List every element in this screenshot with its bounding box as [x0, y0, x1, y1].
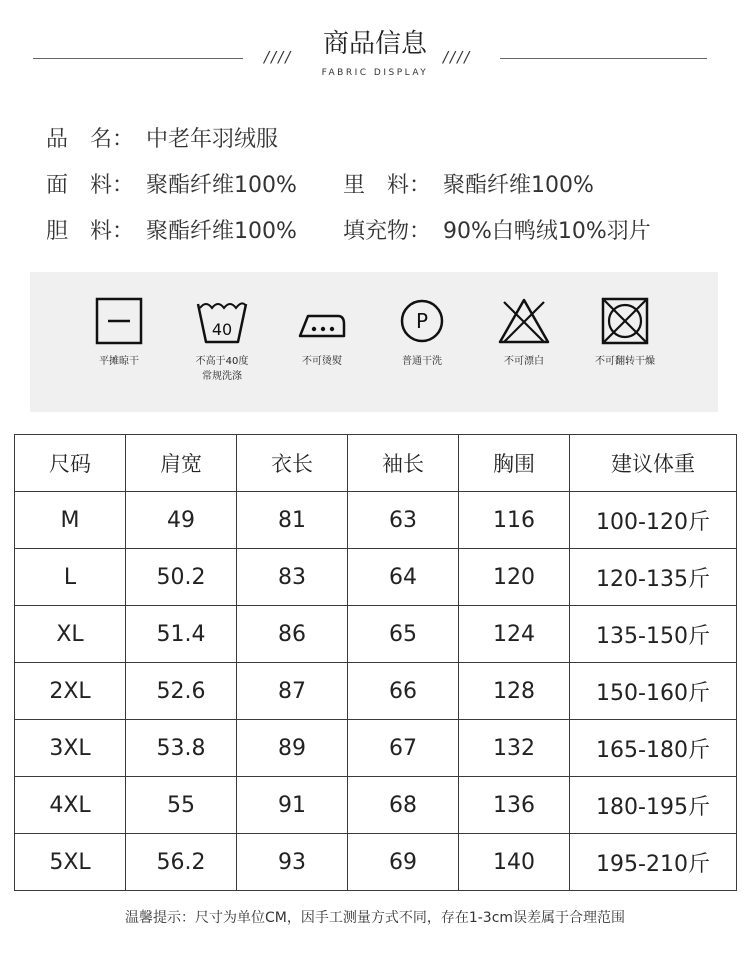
table-row	[15, 834, 737, 891]
cell-shoulder: 55	[126, 777, 237, 834]
header-slash-right: ////	[443, 48, 472, 66]
wash-40-icon	[194, 296, 250, 346]
care-label-line1: 不高于40度	[195, 356, 249, 367]
care-item-no-bleach	[474, 296, 574, 369]
cell-chest: 120	[459, 549, 570, 606]
cell-length: 83	[237, 549, 348, 606]
no-iron-icon	[294, 296, 350, 346]
header-size: 尺码	[15, 435, 126, 492]
table-row	[15, 549, 737, 606]
care-item-wash-40	[172, 296, 272, 384]
cell-size: M	[15, 492, 126, 549]
care-label	[172, 354, 272, 384]
section-subtitle: FABRIC DISPLAY	[321, 68, 429, 78]
cell-sleeve: 64	[348, 549, 459, 606]
care-instructions-panel	[30, 272, 718, 412]
cell-chest: 124	[459, 606, 570, 663]
info-label: 胆 料：	[46, 219, 135, 244]
header-chest: 胸围	[459, 435, 570, 492]
cell-sleeve: 68	[348, 777, 459, 834]
cell-length: 81	[237, 492, 348, 549]
care-label: 不可烫熨	[302, 356, 342, 367]
cell-shoulder: 53.8	[126, 720, 237, 777]
cell-chest: 132	[459, 720, 570, 777]
cell-sleeve: 65	[348, 606, 459, 663]
table-row	[15, 492, 737, 549]
cell-chest: 140	[459, 834, 570, 891]
size-table	[14, 434, 737, 891]
dry-clean-p-icon	[397, 296, 447, 346]
cell-size: XL	[15, 606, 126, 663]
cell-length: 91	[237, 777, 348, 834]
no-bleach-icon	[496, 296, 552, 346]
section-title: 商品信息	[322, 29, 427, 59]
measurement-note: 温馨提示：尺寸为单位CM，因手工测量方式不同，存在1-3cm误差属于合理范围	[124, 910, 626, 926]
care-label: 普通干洗	[402, 356, 442, 367]
cell-chest: 136	[459, 777, 570, 834]
info-label: 里 料：	[343, 173, 432, 198]
cell-chest: 116	[459, 492, 570, 549]
wash-temp-text: 40	[211, 320, 233, 339]
table-header-row	[15, 435, 737, 492]
cell-shoulder: 51.4	[126, 606, 237, 663]
cell-shoulder: 49	[126, 492, 237, 549]
info-label: 面 料：	[46, 173, 135, 198]
info-row-filling	[46, 214, 651, 246]
header-length: 衣长	[237, 435, 348, 492]
header-weight: 建议体重	[570, 435, 737, 492]
cell-size: 2XL	[15, 663, 126, 720]
cell-weight: 180-195斤	[570, 777, 737, 834]
section-header	[0, 0, 750, 90]
table-row	[15, 606, 737, 663]
cell-sleeve: 66	[348, 663, 459, 720]
cell-sleeve: 63	[348, 492, 459, 549]
header-divider-left	[33, 58, 243, 59]
cell-length: 87	[237, 663, 348, 720]
info-value: 90%白鸭绒10%羽片	[443, 219, 651, 244]
cell-chest: 128	[459, 663, 570, 720]
header-sleeve: 袖长	[348, 435, 459, 492]
info-value: 聚酯纤维100%	[443, 173, 594, 198]
care-label: 不可翻转干燥	[595, 356, 655, 367]
cell-weight: 100-120斤	[570, 492, 737, 549]
care-item-dry-clean	[372, 296, 472, 369]
info-value: 聚酯纤维100%	[146, 173, 297, 198]
cell-size: 3XL	[15, 720, 126, 777]
cell-length: 93	[237, 834, 348, 891]
cell-length: 89	[237, 720, 348, 777]
header-shoulder: 肩宽	[126, 435, 237, 492]
cell-weight: 120-135斤	[570, 549, 737, 606]
table-row	[15, 663, 737, 720]
cell-sleeve: 67	[348, 720, 459, 777]
flat-dry-icon	[94, 296, 144, 346]
cell-weight: 135-150斤	[570, 606, 737, 663]
no-tumble-dry-icon	[600, 296, 650, 346]
cell-size: 4XL	[15, 777, 126, 834]
care-item-no-tumble-dry	[575, 296, 675, 369]
cell-weight: 150-160斤	[570, 663, 737, 720]
header-slash-left: ////	[264, 48, 293, 66]
info-value: 聚酯纤维100%	[146, 219, 297, 244]
cell-shoulder: 56.2	[126, 834, 237, 891]
info-label: 填充物：	[343, 219, 432, 244]
info-label: 品 名：	[46, 127, 135, 152]
cell-length: 86	[237, 606, 348, 663]
cell-shoulder: 50.2	[126, 549, 237, 606]
cell-weight: 195-210斤	[570, 834, 737, 891]
cell-shoulder: 52.6	[126, 663, 237, 720]
dry-clean-letter: P	[415, 309, 429, 333]
care-label: 平摊晾干	[99, 356, 139, 367]
care-label-line2: 常规洗涤	[202, 371, 242, 382]
cell-sleeve: 69	[348, 834, 459, 891]
care-item-no-iron	[272, 296, 372, 369]
care-item-flat-dry	[69, 296, 169, 369]
table-row	[15, 777, 737, 834]
care-label: 不可漂白	[504, 356, 544, 367]
cell-size: 5XL	[15, 834, 126, 891]
info-value: 中老年羽绒服	[146, 127, 279, 152]
table-row	[15, 720, 737, 777]
info-row-fabric	[46, 168, 594, 200]
info-row-name	[46, 122, 278, 154]
header-divider-right	[500, 58, 707, 59]
cell-weight: 165-180斤	[570, 720, 737, 777]
cell-size: L	[15, 549, 126, 606]
